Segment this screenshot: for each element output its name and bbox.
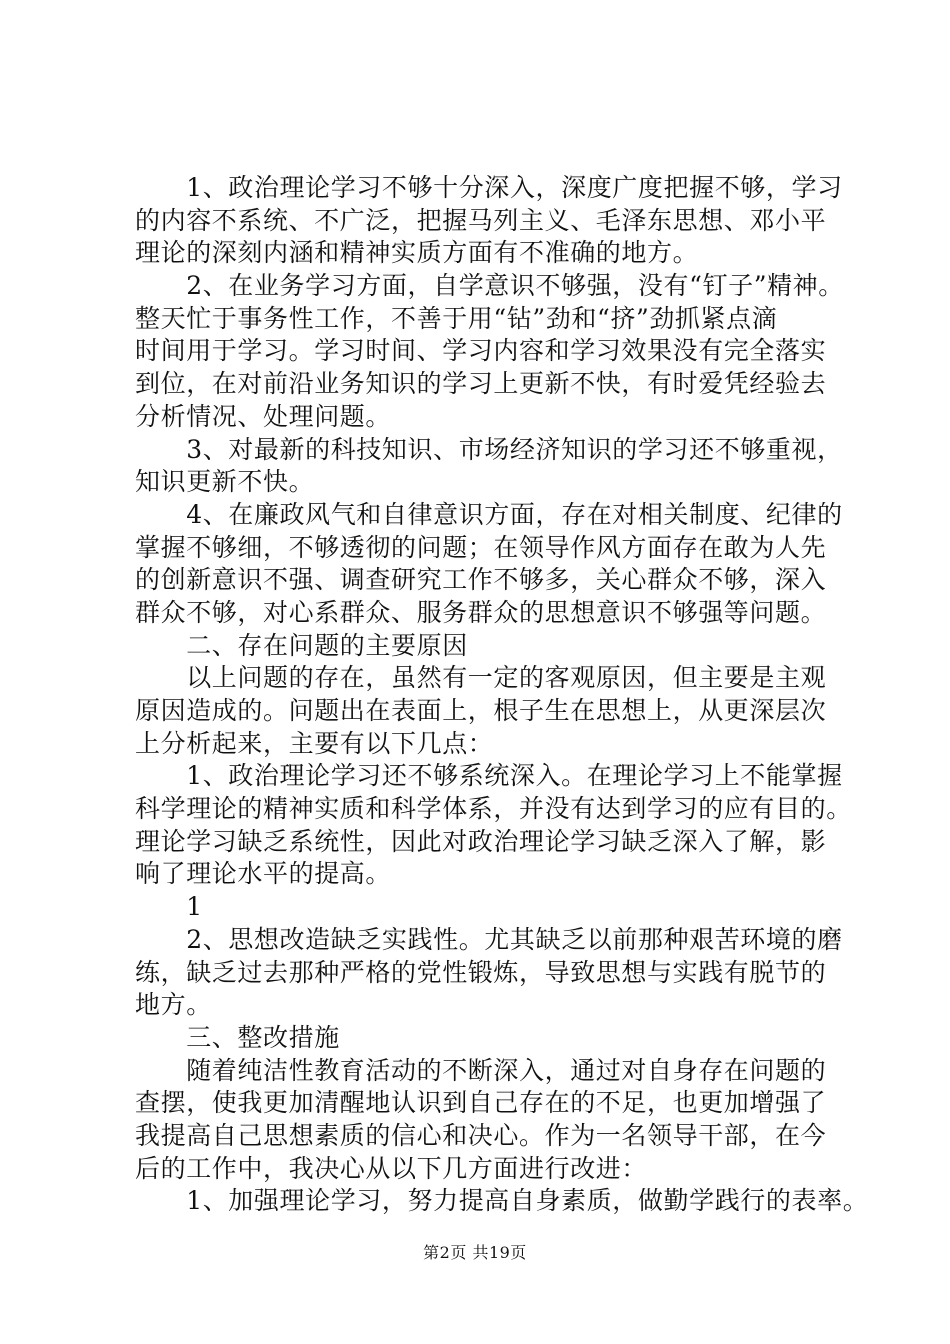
- text-line: 后的工作中，我决心从以下几方面进行改进：: [135, 1153, 648, 1183]
- text-line: 时间用于学习。学习时间、学习内容和学习效果没有完全落实: [135, 336, 827, 366]
- text-line: 的内容不系统、不广泛，把握马列主义、毛泽东思想、邓小平: [135, 205, 827, 235]
- text-line: 响了理论水平的提高。: [135, 859, 392, 889]
- text-line: 原因造成的。问题出在表面上，根子生在思想上，从更深层次: [135, 696, 827, 725]
- text-line: 地方。: [135, 990, 212, 1020]
- text-line: 2、思想改造缺乏实践性。尤其缺乏以前那种艰苦环境的磨: [135, 924, 843, 954]
- text-line: 的创新意识不强、调查研究工作不够多，关心群众不够，深入: [135, 565, 827, 595]
- text-line: 1、政治理论学习不够十分深入，深度广度把握不够，学习: [135, 173, 843, 202]
- text-line: 2、在业务学习方面，自学意识不够强，没有“钉子”精神。: [135, 271, 844, 301]
- text-line: 理论的深刻内涵和精神实质方面有不准确的地方。: [135, 238, 699, 268]
- text-line: 理论学习缺乏系统性，因此对政治理论学习缺乏深入了解，影: [135, 826, 827, 856]
- document-body: [135, 172, 869, 1218]
- text-line: 科学理论的精神实质和科学体系，并没有达到学习的应有目的。: [135, 794, 852, 824]
- text-line: 4、在廉政风气和自律意识方面，存在对相关制度、纪律的: [135, 499, 843, 529]
- stray-page-number: 1: [135, 892, 203, 922]
- text-line: 整天忙于事务性工作，不善于用“钻”劲和“挤”劲抓紧点滴: [135, 303, 778, 333]
- text-line: 1、政治理论学习还不够系统深入。在理论学习上不能掌握: [135, 761, 843, 791]
- page-footer: [0, 1240, 950, 1263]
- section-heading: 二、存在问题的主要原因: [135, 630, 468, 660]
- text-line: 练，缺乏过去那种严格的党性锻炼，导致思想与实践有脱节的: [135, 957, 827, 987]
- text-line: 掌握不够细，不够透彻的问题；在领导作风方面存在敢为人先: [135, 532, 827, 562]
- text-line: 上分析起来，主要有以下几点：: [135, 728, 494, 758]
- section-heading: 三、整改措施: [135, 1022, 340, 1052]
- text-line: 我提高自己思想素质的信心和决心。作为一名领导干部，在今: [135, 1120, 827, 1150]
- text-line: 3、对最新的科技知识、市场经济知识的学习还不够重视，: [135, 434, 843, 464]
- text-line: 分析情况、处理问题。: [135, 401, 392, 431]
- text-line: 群众不够，对心系群众、服务群众的思想意识不够强等问题。: [135, 597, 827, 627]
- text-line: 知识更新不快。: [135, 467, 315, 497]
- text-line: 随着纯洁性教育活动的不断深入，通过对自身存在问题的: [135, 1055, 827, 1085]
- text-line: 以上问题的存在，虽然有一定的客观原因，但主要是主观: [135, 663, 827, 693]
- text-line: 1、加强理论学习，努力提高自身素质，做勤学践行的表率。: [135, 1186, 869, 1216]
- text-line: 到位，在对前沿业务知识的学习上更新不快，有时爱凭经验去: [135, 369, 827, 399]
- text-line: 查摆，使我更加清醒地认识到自己存在的不足，也更加增强了: [135, 1088, 827, 1118]
- page-indicator: 第2页 共19页: [423, 1243, 527, 1262]
